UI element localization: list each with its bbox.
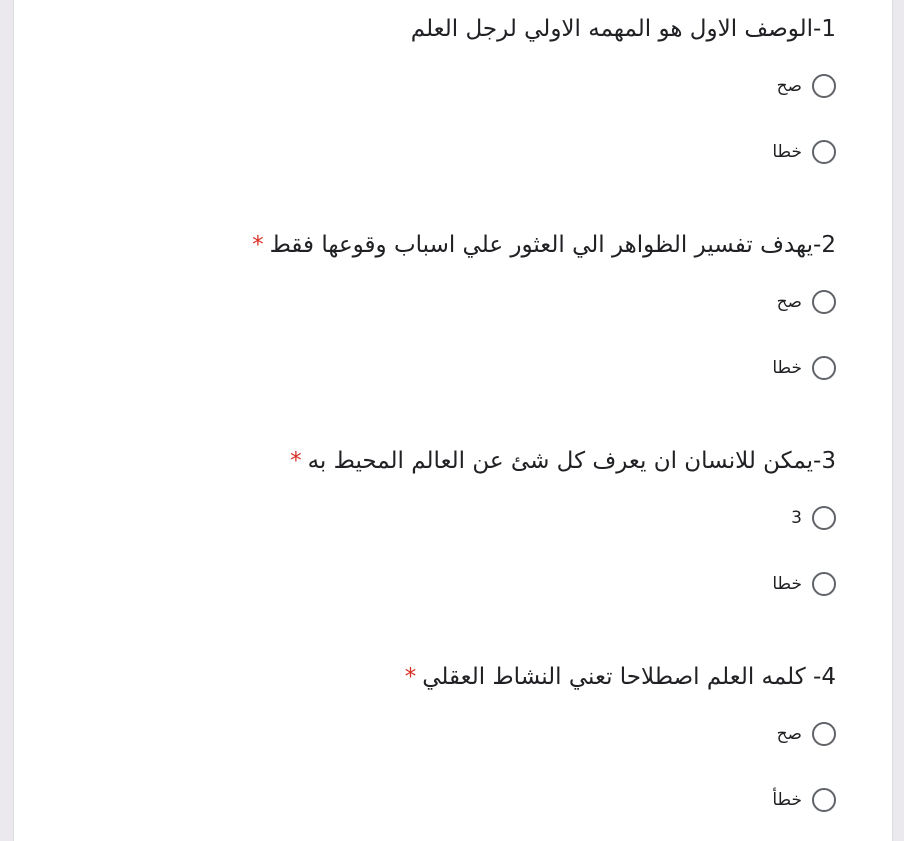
question-4 (34, 662, 836, 810)
option-label: خطا (772, 574, 802, 594)
option-false[interactable] (772, 356, 836, 380)
option-label: صح (776, 724, 802, 744)
radio-unchecked-icon[interactable] (812, 290, 836, 314)
required-asterisk: * (404, 664, 417, 690)
option-first[interactable] (791, 506, 836, 530)
radio-unchecked-icon[interactable] (812, 722, 836, 746)
option-label: خطا (772, 358, 802, 378)
question-title (34, 662, 836, 692)
option-label: صح (776, 76, 802, 96)
radio-unchecked-icon[interactable] (812, 74, 836, 98)
required-asterisk: * (252, 232, 264, 258)
option-false[interactable] (772, 140, 836, 164)
option-true[interactable] (777, 290, 836, 314)
question-title-text: 3-يمكن للانسان ان يعرف كل شئ عن العالم المحيط به (307, 448, 836, 474)
radio-unchecked-icon[interactable] (812, 506, 836, 530)
question-title-text: 2-يهدف تفسير الظواهر الي العثور علي اسباب وقوعها فقط (269, 232, 836, 258)
option-label: 3 (791, 508, 802, 528)
radio-unchecked-icon[interactable] (812, 356, 836, 380)
option-label: صح (776, 292, 802, 312)
option-false[interactable] (772, 572, 836, 596)
question-title-text: 4- كلمه العلم اصطلاحا تعني النشاط العقلي (422, 664, 836, 690)
radio-unchecked-icon[interactable] (812, 140, 836, 164)
radio-unchecked-icon[interactable] (812, 572, 836, 596)
question-title (34, 14, 836, 44)
required-asterisk: * (290, 448, 302, 474)
question-title-text: 1-الوصف الاول هو المهمه الاولي لرجل العلم (410, 16, 836, 42)
radio-unchecked-icon[interactable] (812, 788, 836, 812)
question-title (34, 230, 836, 260)
question-2 (34, 230, 836, 378)
option-label: خطأ (772, 790, 802, 810)
option-label: خطا (772, 142, 802, 162)
form-card (13, 0, 893, 841)
option-false[interactable] (772, 788, 836, 812)
question-1 (34, 14, 836, 162)
option-true[interactable] (777, 74, 836, 98)
question-3 (34, 446, 836, 594)
question-title (34, 446, 836, 476)
option-true[interactable] (777, 722, 836, 746)
